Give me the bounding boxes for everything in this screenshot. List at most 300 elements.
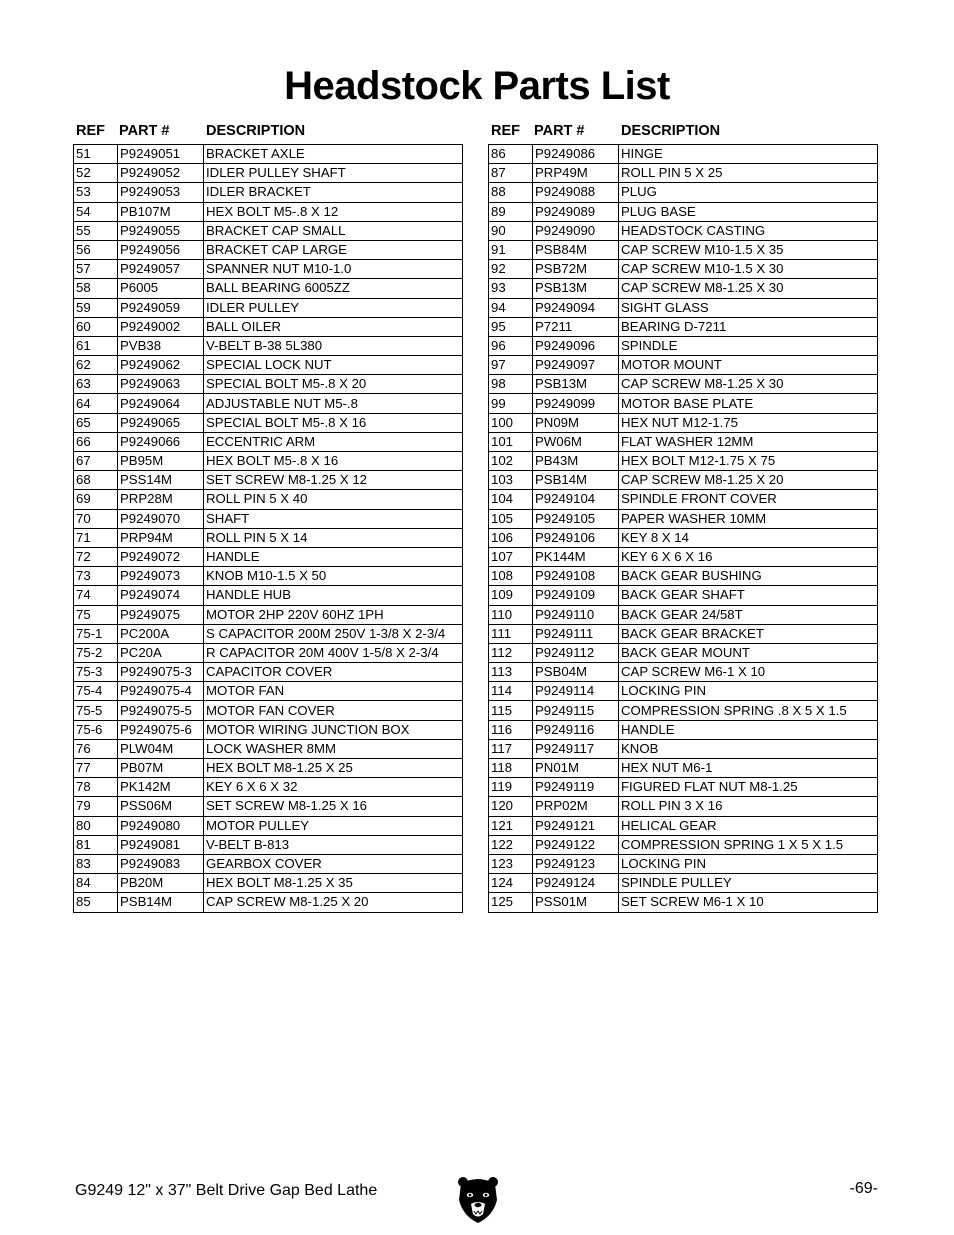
description-cell: HEX NUT M12-1.75 — [619, 413, 878, 432]
description-cell: HEX BOLT M8-1.25 X 25 — [204, 759, 463, 778]
description-cell: CAP SCREW M8-1.25 X 20 — [204, 893, 463, 912]
table-row — [74, 240, 463, 259]
ref-cell: 87 — [489, 164, 533, 183]
ref-cell: 86 — [489, 145, 533, 164]
ref-cell: 79 — [74, 797, 118, 816]
part-number-cell: P9249065 — [118, 413, 204, 432]
part-number-cell: P9249075-3 — [118, 663, 204, 682]
part-number-cell: P9249089 — [533, 202, 619, 221]
description-cell: CAP SCREW M10-1.5 X 35 — [619, 240, 878, 259]
part-number-cell: P9249119 — [533, 778, 619, 797]
footer-model-title: G9249 12" x 37" Belt Drive Gap Bed Lathe — [75, 1182, 378, 1199]
part-number-cell: P9249070 — [118, 509, 204, 528]
description-cell: MOTOR WIRING JUNCTION BOX — [204, 720, 463, 739]
description-cell: HINGE — [619, 145, 878, 164]
description-cell: SIGHT GLASS — [619, 298, 878, 317]
table-row — [74, 528, 463, 547]
ref-cell: 101 — [489, 432, 533, 451]
part-number-cell: P6005 — [118, 279, 204, 298]
description-cell: HANDLE — [619, 720, 878, 739]
ref-cell: 74 — [74, 586, 118, 605]
description-cell: PAPER WASHER 10MM — [619, 509, 878, 528]
grizzly-bear-logo-icon — [457, 1176, 499, 1224]
description-cell: KEY 6 X 6 X 16 — [619, 547, 878, 566]
parts-table-right — [488, 144, 878, 913]
part-number-cell: P9249064 — [118, 394, 204, 413]
part-number-cell: P9249124 — [533, 874, 619, 893]
part-number-cell: P9249075-6 — [118, 720, 204, 739]
ref-cell: 114 — [489, 682, 533, 701]
part-number-cell: P9249063 — [118, 375, 204, 394]
part-number-cell: PRP94M — [118, 528, 204, 547]
table-row — [74, 471, 463, 490]
part-number-cell: P9249055 — [118, 221, 204, 240]
part-number-cell: PVB38 — [118, 336, 204, 355]
part-number-cell: PLW04M — [118, 739, 204, 758]
description-cell: BACK GEAR MOUNT — [619, 643, 878, 662]
description-cell: SET SCREW M8-1.25 X 16 — [204, 797, 463, 816]
table-row — [489, 759, 878, 778]
part-number-cell: P7211 — [533, 317, 619, 336]
table-row — [74, 605, 463, 624]
description-cell: SPECIAL LOCK NUT — [204, 356, 463, 375]
description-cell: SPECIAL BOLT M5-.8 X 16 — [204, 413, 463, 432]
part-number-cell: P9249109 — [533, 586, 619, 605]
part-number-cell: PC200A — [118, 624, 204, 643]
description-cell: R CAPACITOR 20M 400V 1-5/8 X 2-3/4 — [204, 643, 463, 662]
page-title: Headstock Parts List — [284, 64, 670, 108]
table-row — [489, 835, 878, 854]
table-row — [74, 432, 463, 451]
part-number-cell: P9249083 — [118, 854, 204, 873]
table-row — [489, 336, 878, 355]
part-number-cell: PK144M — [533, 547, 619, 566]
description-cell: BACK GEAR SHAFT — [619, 586, 878, 605]
table-row — [489, 490, 878, 509]
description-cell: CAP SCREW M10-1.5 X 30 — [619, 260, 878, 279]
part-number-cell: P9249121 — [533, 816, 619, 835]
table-row — [489, 643, 878, 662]
description-cell: HEX BOLT M8-1.25 X 35 — [204, 874, 463, 893]
table-header — [73, 120, 463, 144]
table-row — [74, 739, 463, 758]
ref-cell: 119 — [489, 778, 533, 797]
table-row — [489, 663, 878, 682]
description-cell: MOTOR BASE PLATE — [619, 394, 878, 413]
ref-cell: 69 — [74, 490, 118, 509]
ref-cell: 62 — [74, 356, 118, 375]
table-row — [74, 624, 463, 643]
ref-cell: 125 — [489, 893, 533, 912]
table-row — [74, 893, 463, 912]
description-cell: MOTOR MOUNT — [619, 356, 878, 375]
ref-cell: 104 — [489, 490, 533, 509]
ref-cell: 65 — [74, 413, 118, 432]
table-row — [74, 394, 463, 413]
part-number-cell: PSS01M — [533, 893, 619, 912]
ref-cell: 58 — [74, 279, 118, 298]
ref-cell: 64 — [74, 394, 118, 413]
part-number-cell: PB43M — [533, 452, 619, 471]
table-row — [489, 586, 878, 605]
ref-cell: 110 — [489, 605, 533, 624]
ref-cell: 78 — [74, 778, 118, 797]
table-row — [74, 490, 463, 509]
description-cell: HANDLE — [204, 547, 463, 566]
table-row — [489, 183, 878, 202]
ref-cell: 102 — [489, 452, 533, 471]
ref-cell: 60 — [74, 317, 118, 336]
ref-cell: 94 — [489, 298, 533, 317]
description-cell: IDLER PULLEY — [204, 298, 463, 317]
table-row — [74, 413, 463, 432]
ref-cell: 99 — [489, 394, 533, 413]
table-row — [489, 816, 878, 835]
part-number-cell: PW06M — [533, 432, 619, 451]
ref-cell: 113 — [489, 663, 533, 682]
table-row — [74, 720, 463, 739]
description-cell: V-BELT B-813 — [204, 835, 463, 854]
table-row — [489, 356, 878, 375]
part-number-cell: P9249104 — [533, 490, 619, 509]
header-ref: REF — [491, 123, 520, 139]
table-row — [489, 701, 878, 720]
table-row — [74, 663, 463, 682]
description-cell: CAP SCREW M8-1.25 X 20 — [619, 471, 878, 490]
part-number-cell: PB20M — [118, 874, 204, 893]
ref-cell: 122 — [489, 835, 533, 854]
header-description: DESCRIPTION — [206, 123, 306, 139]
ref-cell: 91 — [489, 240, 533, 259]
table-row — [74, 221, 463, 240]
ref-cell: 118 — [489, 759, 533, 778]
description-cell: V-BELT B-38 5L380 — [204, 336, 463, 355]
description-cell: S CAPACITOR 200M 250V 1-3/8 X 2-3/4 — [204, 624, 463, 643]
ref-cell: 108 — [489, 567, 533, 586]
table-row — [489, 375, 878, 394]
ref-cell: 117 — [489, 739, 533, 758]
ref-cell: 93 — [489, 279, 533, 298]
part-number-cell: PSB14M — [533, 471, 619, 490]
description-cell: HANDLE HUB — [204, 586, 463, 605]
ref-cell: 75-2 — [74, 643, 118, 662]
part-number-cell: P9249002 — [118, 317, 204, 336]
description-cell: HEADSTOCK CASTING — [619, 221, 878, 240]
description-cell: MOTOR FAN COVER — [204, 701, 463, 720]
description-cell: GEARBOX COVER — [204, 854, 463, 873]
ref-cell: 109 — [489, 586, 533, 605]
part-number-cell: P9249074 — [118, 586, 204, 605]
part-number-cell: PK142M — [118, 778, 204, 797]
description-cell: CAPACITOR COVER — [204, 663, 463, 682]
table-row — [489, 778, 878, 797]
table-row — [489, 145, 878, 164]
table-row — [489, 164, 878, 183]
ref-cell: 57 — [74, 260, 118, 279]
ref-cell: 92 — [489, 260, 533, 279]
table-row — [74, 854, 463, 873]
description-cell: SET SCREW M8-1.25 X 12 — [204, 471, 463, 490]
description-cell: HEX NUT M6-1 — [619, 759, 878, 778]
description-cell: IDLER PULLEY SHAFT — [204, 164, 463, 183]
table-row — [74, 759, 463, 778]
description-cell: SET SCREW M6-1 X 10 — [619, 893, 878, 912]
description-cell: BRACKET AXLE — [204, 145, 463, 164]
table-row — [74, 797, 463, 816]
page-number: -69- — [849, 1180, 878, 1197]
table-row — [489, 682, 878, 701]
description-cell: MOTOR FAN — [204, 682, 463, 701]
parts-table-right-section — [488, 120, 878, 913]
ref-cell: 75-1 — [74, 624, 118, 643]
part-number-cell: P9249075-4 — [118, 682, 204, 701]
table-row — [74, 682, 463, 701]
table-row — [74, 279, 463, 298]
table-row — [489, 567, 878, 586]
table-row — [74, 145, 463, 164]
table-row — [74, 874, 463, 893]
description-cell: SPANNER NUT M10-1.0 — [204, 260, 463, 279]
table-row — [74, 356, 463, 375]
table-row — [489, 452, 878, 471]
description-cell: KNOB M10-1.5 X 50 — [204, 567, 463, 586]
ref-cell: 63 — [74, 375, 118, 394]
description-cell: COMPRESSION SPRING 1 X 5 X 1.5 — [619, 835, 878, 854]
description-cell: CAP SCREW M6-1 X 10 — [619, 663, 878, 682]
part-number-cell: PSB13M — [533, 375, 619, 394]
ref-cell: 70 — [74, 509, 118, 528]
ref-cell: 75-6 — [74, 720, 118, 739]
parts-table-left — [73, 144, 463, 913]
part-number-cell: P9249096 — [533, 336, 619, 355]
ref-cell: 51 — [74, 145, 118, 164]
description-cell: SPINDLE — [619, 336, 878, 355]
description-cell: BACK GEAR BRACKET — [619, 624, 878, 643]
description-cell: ROLL PIN 5 X 40 — [204, 490, 463, 509]
table-row — [74, 778, 463, 797]
description-cell: KEY 8 X 14 — [619, 528, 878, 547]
description-cell: SHAFT — [204, 509, 463, 528]
table-row — [74, 452, 463, 471]
table-row — [74, 509, 463, 528]
table-row — [74, 183, 463, 202]
description-cell: HEX BOLT M5-.8 X 16 — [204, 452, 463, 471]
table-row — [74, 202, 463, 221]
part-number-cell: PSS14M — [118, 471, 204, 490]
description-cell: BALL BEARING 6005ZZ — [204, 279, 463, 298]
part-number-cell: P9249062 — [118, 356, 204, 375]
ref-cell: 97 — [489, 356, 533, 375]
part-number-cell: P9249086 — [533, 145, 619, 164]
ref-cell: 54 — [74, 202, 118, 221]
description-cell: HELICAL GEAR — [619, 816, 878, 835]
part-number-cell: P9249075-5 — [118, 701, 204, 720]
ref-cell: 67 — [74, 452, 118, 471]
part-number-cell: P9249053 — [118, 183, 204, 202]
description-cell: CAP SCREW M8-1.25 X 30 — [619, 279, 878, 298]
ref-cell: 59 — [74, 298, 118, 317]
description-cell: LOCKING PIN — [619, 854, 878, 873]
ref-cell: 112 — [489, 643, 533, 662]
description-cell: LOCK WASHER 8MM — [204, 739, 463, 758]
description-cell: KNOB — [619, 739, 878, 758]
part-number-cell: PSB84M — [533, 240, 619, 259]
part-number-cell: PSB04M — [533, 663, 619, 682]
ref-cell: 106 — [489, 528, 533, 547]
ref-cell: 120 — [489, 797, 533, 816]
part-number-cell: P9249080 — [118, 816, 204, 835]
table-row — [489, 221, 878, 240]
part-number-cell: P9249057 — [118, 260, 204, 279]
description-cell: COMPRESSION SPRING .8 X 5 X 1.5 — [619, 701, 878, 720]
table-row — [74, 567, 463, 586]
description-cell: SPECIAL BOLT M5-.8 X 20 — [204, 375, 463, 394]
part-number-cell: PB107M — [118, 202, 204, 221]
description-cell: BACK GEAR BUSHING — [619, 567, 878, 586]
table-row — [74, 317, 463, 336]
part-number-cell: PN01M — [533, 759, 619, 778]
table-row — [489, 739, 878, 758]
description-cell: MOTOR PULLEY — [204, 816, 463, 835]
table-row — [74, 835, 463, 854]
ref-cell: 100 — [489, 413, 533, 432]
table-row — [489, 509, 878, 528]
part-number-cell: P9249081 — [118, 835, 204, 854]
part-number-cell: P9249073 — [118, 567, 204, 586]
ref-cell: 52 — [74, 164, 118, 183]
ref-cell: 77 — [74, 759, 118, 778]
part-number-cell: PRP28M — [118, 490, 204, 509]
ref-cell: 107 — [489, 547, 533, 566]
ref-cell: 80 — [74, 816, 118, 835]
description-cell: MOTOR 2HP 220V 60HZ 1PH — [204, 605, 463, 624]
ref-cell: 116 — [489, 720, 533, 739]
part-number-cell: P9249110 — [533, 605, 619, 624]
part-number-cell: P9249066 — [118, 432, 204, 451]
description-cell: BRACKET CAP LARGE — [204, 240, 463, 259]
description-cell: ROLL PIN 5 X 14 — [204, 528, 463, 547]
ref-cell: 85 — [74, 893, 118, 912]
ref-cell: 73 — [74, 567, 118, 586]
table-row — [74, 643, 463, 662]
part-number-cell: P9249105 — [533, 509, 619, 528]
ref-cell: 55 — [74, 221, 118, 240]
description-cell: ECCENTRIC ARM — [204, 432, 463, 451]
part-number-cell: P9249056 — [118, 240, 204, 259]
description-cell: FIGURED FLAT NUT M8-1.25 — [619, 778, 878, 797]
description-cell: BACK GEAR 24/58T — [619, 605, 878, 624]
description-cell: LOCKING PIN — [619, 682, 878, 701]
part-number-cell: PSB13M — [533, 279, 619, 298]
ref-cell: 90 — [489, 221, 533, 240]
part-number-cell: P9249052 — [118, 164, 204, 183]
table-row — [489, 797, 878, 816]
part-number-cell: P9249114 — [533, 682, 619, 701]
ref-cell: 75 — [74, 605, 118, 624]
part-number-cell: P9249072 — [118, 547, 204, 566]
ref-cell: 121 — [489, 816, 533, 835]
part-number-cell: P9249059 — [118, 298, 204, 317]
part-number-cell: P9249075 — [118, 605, 204, 624]
header-part-number: PART # — [534, 123, 585, 139]
description-cell: IDLER BRACKET — [204, 183, 463, 202]
ref-cell: 89 — [489, 202, 533, 221]
description-cell: ADJUSTABLE NUT M5-.8 — [204, 394, 463, 413]
description-cell: BEARING D-7211 — [619, 317, 878, 336]
table-row — [74, 586, 463, 605]
table-row — [489, 605, 878, 624]
table-row — [489, 317, 878, 336]
part-number-cell: P9249099 — [533, 394, 619, 413]
table-row — [489, 240, 878, 259]
ref-cell: 56 — [74, 240, 118, 259]
part-number-cell: P9249117 — [533, 739, 619, 758]
table-row — [489, 260, 878, 279]
table-row — [74, 298, 463, 317]
part-number-cell: PC20A — [118, 643, 204, 662]
description-cell: PLUG — [619, 183, 878, 202]
description-cell: FLAT WASHER 12MM — [619, 432, 878, 451]
description-cell: ROLL PIN 5 X 25 — [619, 164, 878, 183]
table-row — [489, 624, 878, 643]
part-number-cell: P9249106 — [533, 528, 619, 547]
description-cell: SPINDLE FRONT COVER — [619, 490, 878, 509]
ref-cell: 76 — [74, 739, 118, 758]
ref-cell: 96 — [489, 336, 533, 355]
description-cell: SPINDLE PULLEY — [619, 874, 878, 893]
part-number-cell: P9249088 — [533, 183, 619, 202]
part-number-cell: P9249111 — [533, 624, 619, 643]
table-header — [488, 120, 878, 144]
table-row — [489, 471, 878, 490]
part-number-cell: P9249108 — [533, 567, 619, 586]
table-row — [74, 375, 463, 394]
table-row — [74, 547, 463, 566]
part-number-cell: P9249123 — [533, 854, 619, 873]
header-ref: REF — [76, 123, 105, 139]
parts-table-left-section — [73, 120, 463, 913]
table-row — [489, 874, 878, 893]
description-cell: ROLL PIN 3 X 16 — [619, 797, 878, 816]
ref-cell: 115 — [489, 701, 533, 720]
ref-cell: 61 — [74, 336, 118, 355]
part-number-cell: PSS06M — [118, 797, 204, 816]
ref-cell: 72 — [74, 547, 118, 566]
description-cell: BRACKET CAP SMALL — [204, 221, 463, 240]
ref-cell: 66 — [74, 432, 118, 451]
table-row — [489, 413, 878, 432]
table-row — [489, 528, 878, 547]
description-cell: KEY 6 X 6 X 32 — [204, 778, 463, 797]
table-row — [489, 298, 878, 317]
ref-cell: 53 — [74, 183, 118, 202]
ref-cell: 68 — [74, 471, 118, 490]
ref-cell: 95 — [489, 317, 533, 336]
table-row — [74, 816, 463, 835]
ref-cell: 123 — [489, 854, 533, 873]
table-row — [74, 260, 463, 279]
description-cell: HEX BOLT M5-.8 X 12 — [204, 202, 463, 221]
table-row — [489, 720, 878, 739]
part-number-cell: PB95M — [118, 452, 204, 471]
ref-cell: 88 — [489, 183, 533, 202]
part-number-cell: PSB72M — [533, 260, 619, 279]
table-row — [489, 547, 878, 566]
ref-cell: 83 — [74, 854, 118, 873]
ref-cell: 75-3 — [74, 663, 118, 682]
table-row — [489, 394, 878, 413]
ref-cell: 124 — [489, 874, 533, 893]
